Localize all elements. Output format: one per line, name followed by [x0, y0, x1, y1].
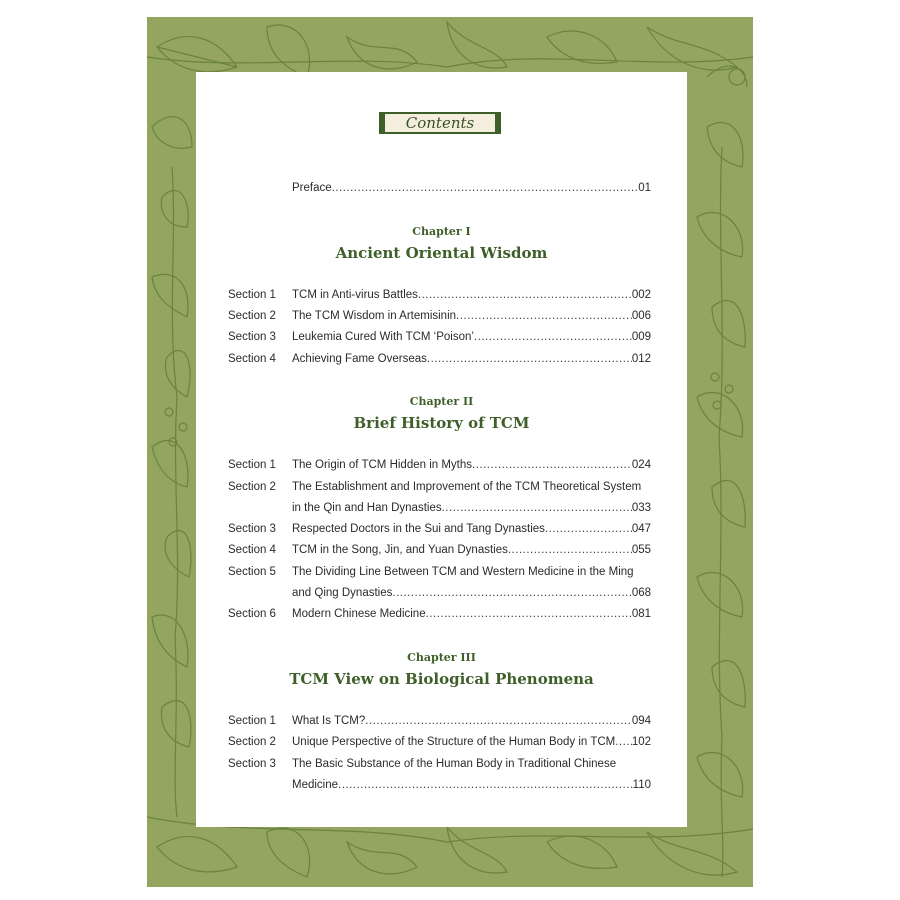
- toc-entry-title-cont: in the Qin and Han Dynasties: [292, 502, 442, 514]
- section-number: Section 3: [228, 758, 276, 770]
- toc-entry-title: Respected Doctors in the Sui and Tang Dynasties: [292, 523, 545, 535]
- toc-entry-title-cont: and Qing Dynasties: [292, 587, 393, 599]
- toc-entry-title: The Establishment and Improvement of the TCM Theoretical System: [292, 481, 642, 493]
- toc-entry[interactable]: [228, 306, 651, 326]
- toc-entry-page: 068: [631, 587, 651, 599]
- toc-entry-title: The Origin of TCM Hidden in Myths: [292, 459, 473, 471]
- leader-dots: [338, 775, 633, 795]
- toc-entry-page: 006: [631, 310, 651, 322]
- toc-entry-page: 094: [631, 715, 651, 727]
- leader-dots: [365, 711, 632, 731]
- contents-title: Contents: [385, 114, 495, 132]
- section-number: Section 2: [228, 310, 276, 322]
- leader-dots: [332, 178, 639, 198]
- toc-entry-title: The TCM Wisdom in Artemisinin: [292, 310, 457, 322]
- toc-entry-title: TCM in the Song, Jin, and Yuan Dynasties: [292, 544, 508, 556]
- toc-entry-title-cont: Medicine: [292, 779, 339, 791]
- toc-entry[interactable]: [228, 711, 651, 731]
- chapter-title: TCM View on Biological Phenomena: [289, 670, 594, 688]
- leader-dots: [508, 540, 632, 560]
- toc-entry-page: 047: [631, 523, 651, 535]
- contents-panel: [196, 72, 687, 827]
- toc-entry[interactable]: [228, 477, 651, 497]
- toc-entry-continuation[interactable]: [228, 498, 651, 518]
- toc-entry[interactable]: [228, 540, 651, 560]
- table-of-contents: [196, 72, 687, 827]
- section-number: Section 1: [228, 715, 276, 727]
- toc-entry-page: 009: [631, 331, 651, 343]
- toc-entry[interactable]: [228, 349, 651, 369]
- section-number: Section 2: [228, 736, 276, 748]
- section-number: Section 6: [228, 608, 276, 620]
- leader-dots: [426, 604, 632, 624]
- toc-entry[interactable]: [228, 562, 651, 582]
- toc-entry-page: 055: [631, 544, 651, 556]
- chapter-label: Chapter I: [412, 225, 471, 238]
- section-number: Section 5: [228, 566, 276, 578]
- toc-entry-title: TCM in Anti-virus Battles: [292, 289, 418, 301]
- toc-entry-page: 102: [631, 736, 651, 748]
- leader-dots: [545, 519, 632, 539]
- toc-entry[interactable]: [228, 285, 651, 305]
- section-number: Section 3: [228, 523, 276, 535]
- chapter-label: Chapter III: [407, 651, 476, 664]
- toc-entry-title: Leukemia Cured With TCM ‘Poison’: [292, 331, 474, 343]
- toc-entry[interactable]: [228, 604, 651, 624]
- chapter-title: Brief History of TCM: [353, 414, 530, 432]
- toc-entry[interactable]: [228, 519, 651, 539]
- chapter-label: Chapter II: [409, 395, 474, 408]
- toc-entry[interactable]: [228, 754, 651, 774]
- toc-entry-title: The Dividing Line Between TCM and Western Medicine in the Ming: [292, 566, 634, 578]
- leader-dots: [615, 732, 632, 752]
- toc-entry[interactable]: [228, 327, 651, 347]
- leader-dots: [472, 455, 632, 475]
- toc-entry-title: Preface: [292, 182, 332, 194]
- book-page: [147, 17, 753, 887]
- toc-entry-page: 01: [638, 182, 651, 194]
- chapter-title: Ancient Oriental Wisdom: [335, 244, 548, 262]
- section-number: Section 2: [228, 481, 276, 493]
- toc-entry-page: 033: [631, 502, 651, 514]
- toc-entry[interactable]: [228, 455, 651, 475]
- toc-entry-preface[interactable]: [228, 178, 651, 198]
- leader-dots: [392, 583, 631, 603]
- leader-dots: [474, 327, 632, 347]
- toc-entry-page: 012: [631, 353, 651, 365]
- leader-dots: [456, 306, 632, 326]
- toc-entry-title: Achieving Fame Overseas: [292, 353, 427, 365]
- section-number: Section 1: [228, 459, 276, 471]
- toc-entry-title: Unique Perspective of the Structure of the Human Body in TCM: [292, 736, 616, 748]
- toc-entry[interactable]: [228, 732, 651, 752]
- section-number: Section 1: [228, 289, 276, 301]
- toc-entry-page: 081: [631, 608, 651, 620]
- section-number: Section 4: [228, 353, 276, 365]
- toc-entry-page: 110: [632, 779, 651, 791]
- toc-entry-title: Modern Chinese Medicine: [292, 608, 426, 620]
- toc-entry-page: 002: [631, 289, 651, 301]
- toc-entry-continuation[interactable]: [228, 775, 651, 795]
- leader-dots: [442, 498, 632, 518]
- toc-entry-title: The Basic Substance of the Human Body in Traditional Chinese: [292, 758, 617, 770]
- section-number: Section 4: [228, 544, 276, 556]
- toc-entry-continuation[interactable]: [228, 583, 651, 603]
- leader-dots: [418, 285, 632, 305]
- toc-entry-title: What Is TCM?: [292, 715, 366, 727]
- toc-entry-page: 024: [631, 459, 651, 471]
- leader-dots: [427, 349, 632, 369]
- section-number: Section 3: [228, 331, 276, 343]
